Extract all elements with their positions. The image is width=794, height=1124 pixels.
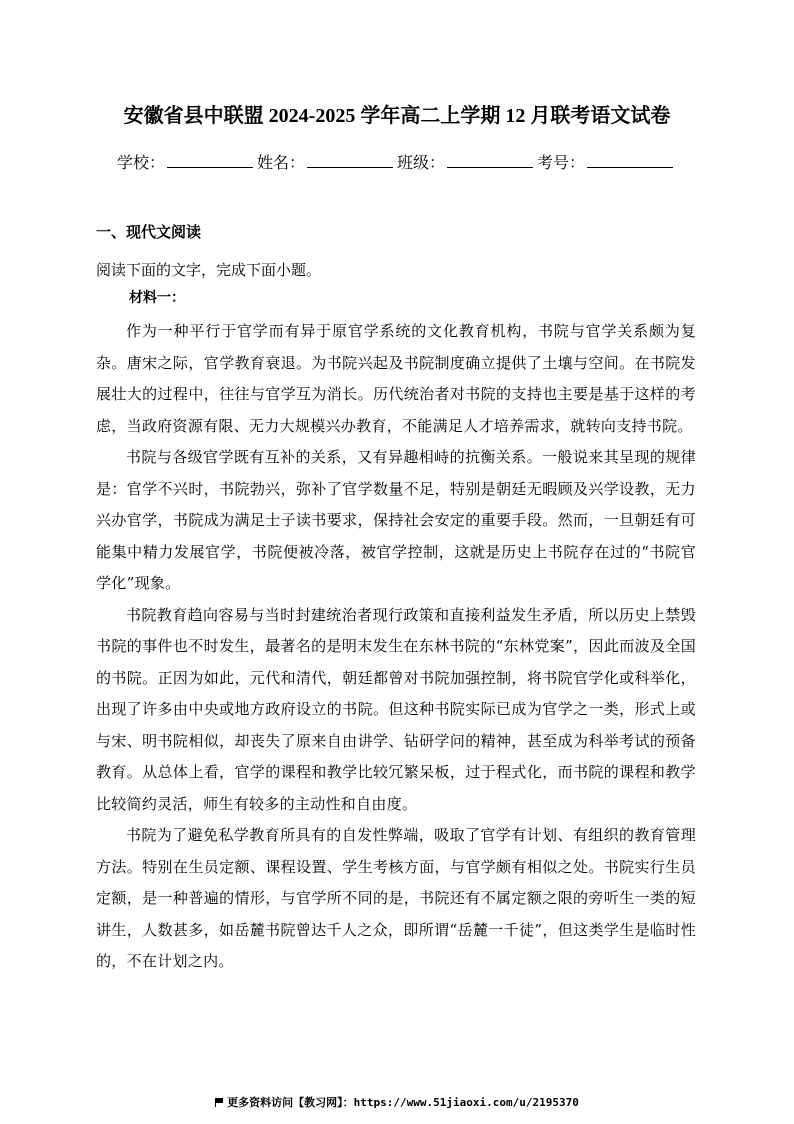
footer-text: 更多资料访问【教习网】：https://www.51jiaoxi.com/u/2195370 [227, 1096, 579, 1109]
name-blank[interactable] [307, 153, 393, 168]
school-blank[interactable] [167, 153, 253, 168]
class-field [397, 153, 537, 173]
exam-number-blank[interactable] [587, 153, 673, 168]
school-label: 学校： [116, 153, 165, 172]
name-label: 姓名： [256, 153, 305, 172]
page-title: 安徽省县中联盟 2024-2025 学年高二上学期 12 月联考语文试卷 [123, 105, 671, 127]
paragraph-2: 书院与各级官学既有互补的关系，又有异趣相峙的抗衡关系。一般说来其呈现的规律是：官学不兴时，书院勃兴，弥补了官学数量不足，特别是朝廷无暇顾及兴学设教，无力兴办官学，书院成为满足士子读书要求，保持社会安定的重要手段。然而，一旦朝廷有可能集中精力发展官学，书院便被冷落，被官学控制，这就是历史上书院存在过的“书院官学化”现象。 [96, 448, 696, 592]
exam-number-label: 考号： [537, 153, 586, 172]
reading-instruction: 阅读下面的文字，完成下面小题。 [96, 261, 322, 279]
school-field [117, 153, 257, 173]
passage-body [96, 316, 696, 978]
class-blank[interactable] [447, 153, 533, 168]
exam-number-field [537, 153, 677, 173]
flag-icon [215, 1098, 223, 1107]
footer-link[interactable] [0, 1096, 794, 1110]
paragraph-4: 书院为了避免私学教育所具有的自发性弊端，吸取了官学有计划、有组织的教育管理方法。特别在生员定额、课程设置、学生考核方面，与官学颇有相似之处。书院实行生员定额，是一种普遍的情形，与官学所不同的是，书院还有不属定额之限的旁听生一类的短讲生，人数甚多，如岳麓书院曾达千人之众，即所谓“岳麓一千徒”，但这类学生是临时性的，不在计划之内。 [96, 826, 696, 970]
student-info-row [0, 153, 794, 173]
name-field [257, 153, 397, 173]
material-label: 材料一： [129, 290, 185, 306]
section-heading: 一、现代文阅读 [96, 223, 202, 241]
class-label: 班级： [397, 153, 446, 172]
paragraph-3: 书院教育趋向容易与当时封建统治者现行政策和直接利益发生矛盾，所以历史上禁毁书院的事件也不时发生，最著名的是明末发生在东林书院的“东林党案”，因此而波及全国的书院。正因为如此，元代和清代，朝廷都曾对书院加强控制，将书院官学化或科举化，出现了许多由中央或地方政府设立的书院。但这种书院实际已成为官学之一类，形式上或与宋、明书院相似，却丧失了原来自由讲学、钻研学问的精神，甚至成为科举考试的预备教育。从总体上看，官学的课程和教学比较冗繁呆板，过于程式化，而书院的课程和教学比较简约灵活，师生有较多的主动性和自由度。 [96, 605, 696, 813]
paragraph-1: 作为一种平行于官学而有异于原官学系统的文化教育机构，书院与官学关系颇为复杂。唐宋之际，官学教育衰退。为书院兴起及书院制度确立提供了土壤与空间。在书院发展壮大的过程中，往往与官学互为消长。历代统治者对书院的支持也主要是基于这样的考虑，当政府资源有限、无力大规模兴办教育，不能满足人才培养需求，就转向支持书院。 [96, 322, 696, 435]
